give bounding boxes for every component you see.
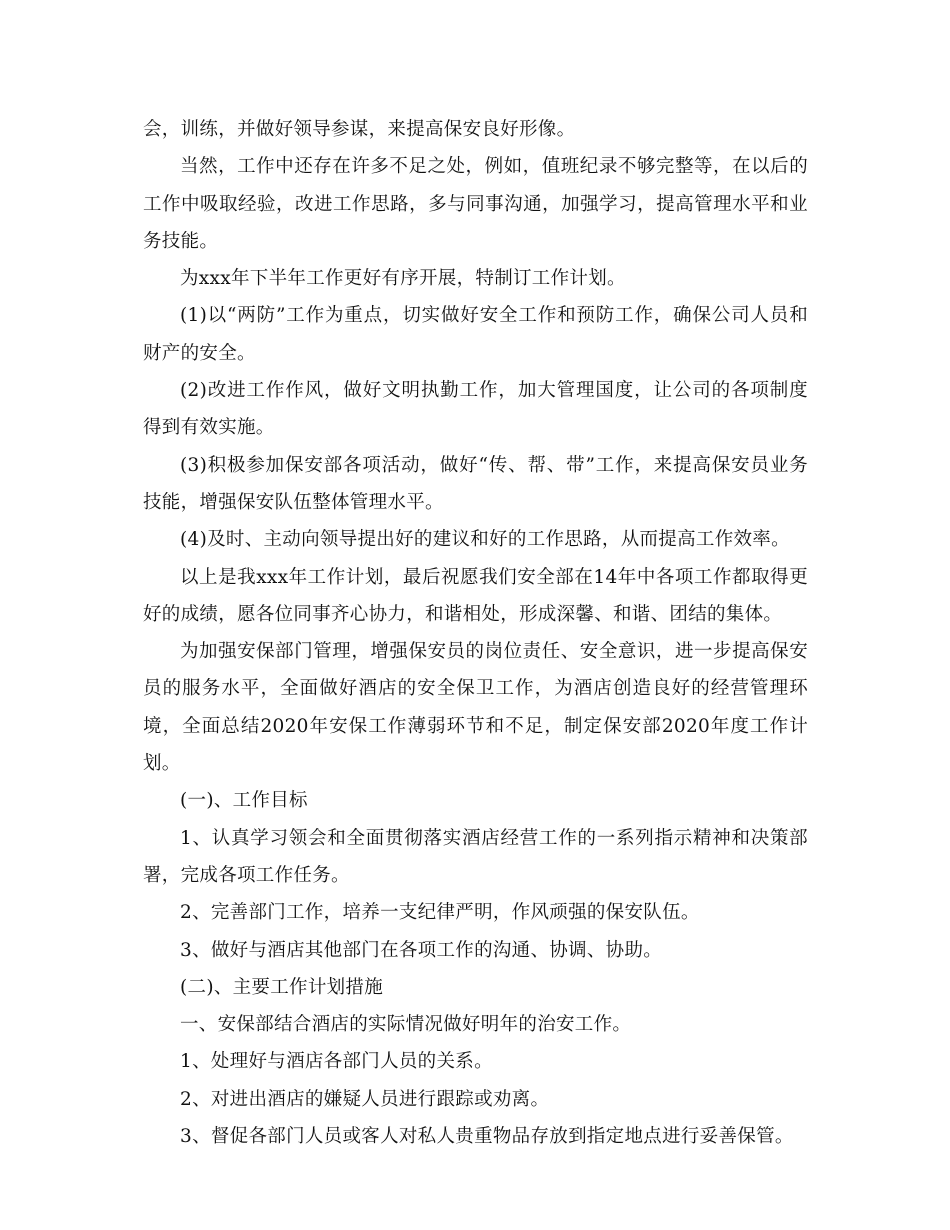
section-heading-measures: (二)、主要工作计划措施 [180,976,384,998]
document-body [143,111,808,1155]
measure-heading-1: 一、安保部结合酒店的实际情况做好明年的治安工作。 [180,1014,632,1036]
goal-item-2: 2、完善部门工作，培养一支纪律严明，作风顽强的保安队伍。 [180,902,700,924]
measure-item-1: 1、处理好与酒店各部门人员的关系。 [180,1051,493,1073]
paragraph-shortcomings: 当然，工作中还存在许多不足之处，例如，值班纪录不够完整等，在以后的工作中吸取经验，改进工作思路，多与同事沟通，加强学习，提高管理水平和业务技能。 [143,156,808,252]
paragraph-item-4: (4)及时、主动向领导提出好的建议和好的工作思路，从而提高工作效率。 [180,529,790,551]
paragraph-item-3: (3)积极参加保安部各项活动，做好“传、帮、带”工作，来提高保安员业务技能，增强保安队伍整体管理水平。 [143,454,808,513]
paragraph-item-2: (2)改进工作作风，做好文明执勤工作，加大管理国度，让公司的各项制度得到有效实施。 [143,380,808,439]
paragraph-item-1: (1)以“两防”工作为重点，切实做好安全工作和预防工作，确保公司人员和财产的安全。 [143,305,808,364]
paragraph-plan-intro: 为xxx年下半年工作更好有序开展，特制订工作计划。 [180,268,626,290]
measure-item-3: 3、督促各部门人员或客人对私人贵重物品存放到指定地点进行妥善保管。 [180,1126,794,1148]
paragraph-security-intro: 为加强安保部门管理，增强保安员的岗位责任、安全意识，进一步提高保安员的服务水平，全面做好酒店的安全保卫工作，为酒店创造良好的经营管理环境，全面总结2020年安保工作薄弱环节和不足，制定保安部2020年度工作计划。 [143,641,808,775]
paragraph-continuation: 会，训练，并做好领导参谋，来提高保安良好形像。 [143,119,576,140]
goal-item-3: 3、做好与酒店其他部门在各项工作的沟通、协调、协助。 [180,939,663,961]
section-heading-goals: (一)、工作目标 [180,790,308,812]
measure-item-2: 2、对进出酒店的嫌疑人员进行跟踪或劝离。 [180,1088,550,1110]
goal-item-1: 1、认真学习领会和全面贯彻落实酒店经营工作的一系列指示精神和决策部署，完成各项工作任务。 [143,827,808,886]
paragraph-closing: 以上是我xxx年工作计划，最后祝愿我们安全部在14年中各项工作都取得更好的成绩，愿各位同事齐心协力，和谐相处，形成深馨、和谐、团结的集体。 [143,566,808,625]
